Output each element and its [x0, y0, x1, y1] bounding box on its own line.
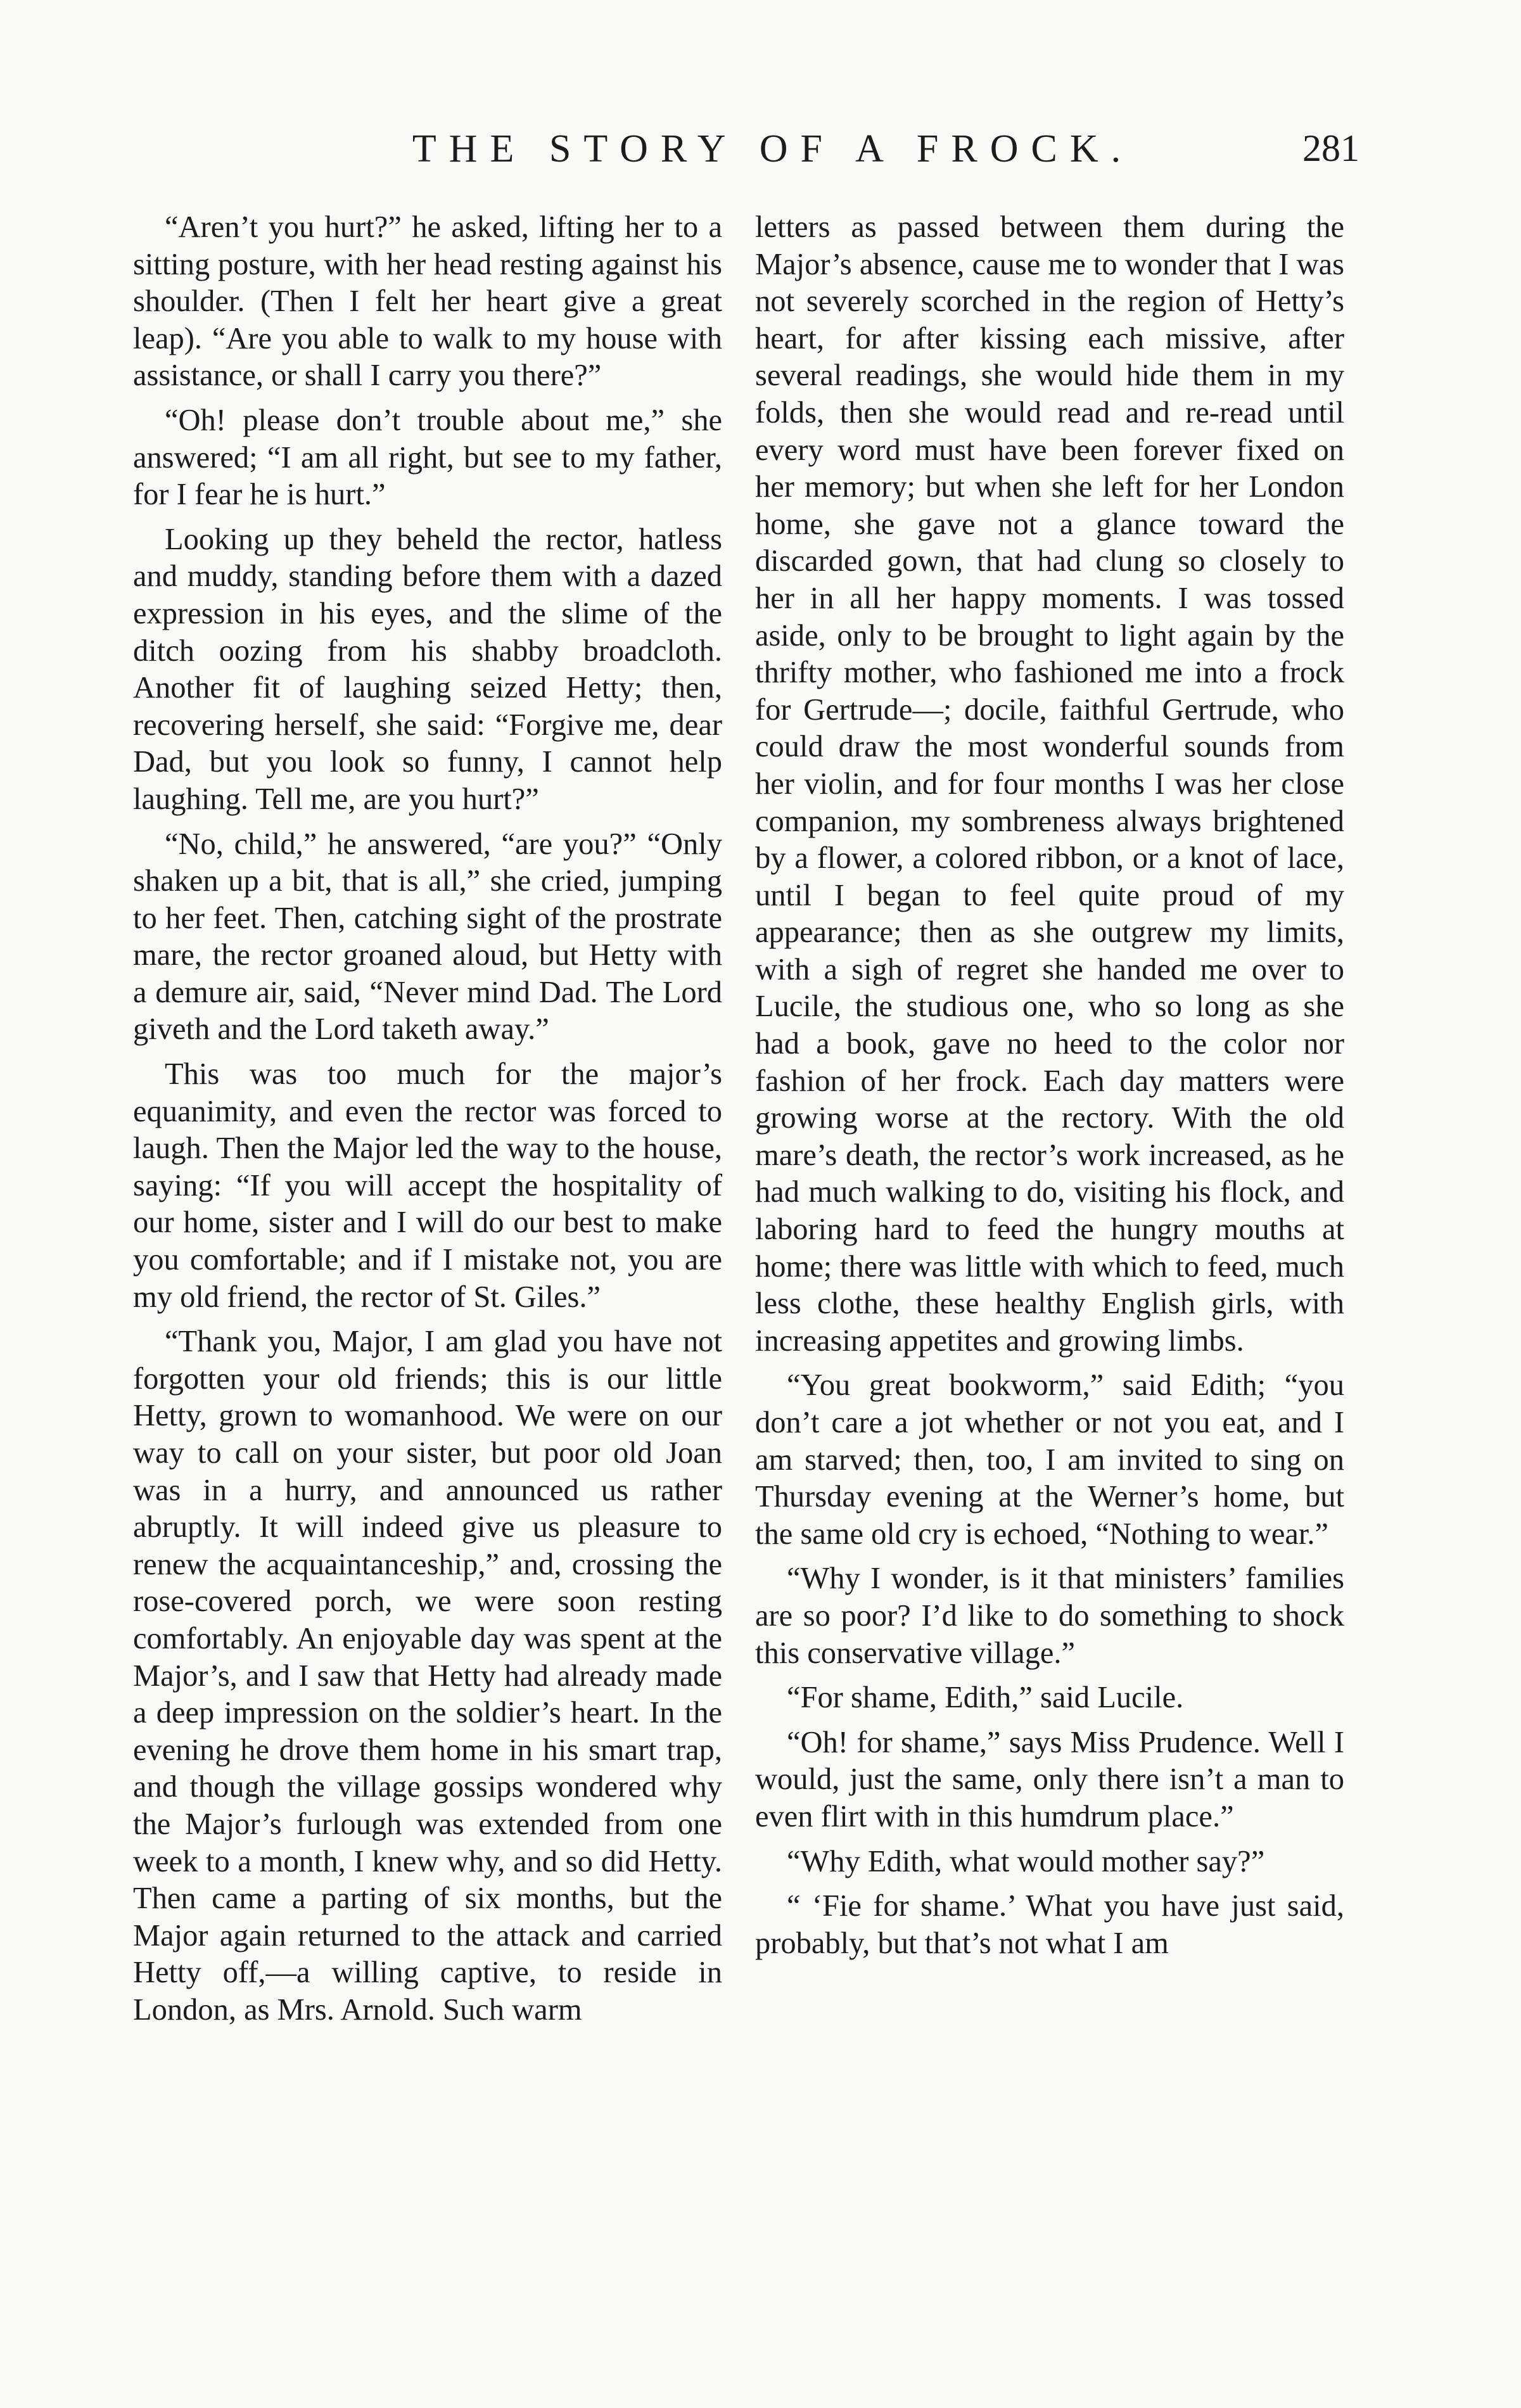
paragraph: “Oh! for shame,” says Miss Prudence. Well I would, just the same, only there isn’t a man to even flirt with in this humdrum place.”	[755, 1725, 1344, 1833]
paragraph: “ ‘Fie for shame.’ What you have just said, probably, but that’s not what I am	[755, 1889, 1344, 1960]
paragraph: “Oh! please don’t trouble about me,” she answered; “I am all right, but see to my father, for I fear he is hurt.”	[133, 403, 722, 512]
paragraph: “Why I wonder, is it that ministers’ families are so poor? I’d like to do something to shock this conservative village.”	[755, 1562, 1344, 1670]
paragraph: “You great bookworm,” said Edith; “you don’t care a jot whether or not you eat, and I am starved; then, too, I am invited to sing on Thursday evening at the Werner’s home, but the same old cry is echoed, “Nothing to wear.”	[755, 1368, 1344, 1551]
paragraph: “Aren’t you hurt?” he asked, lifting her to a sitting posture, with her head resting against his shoulder. (Then I felt her heart give a great leap). “Are you able to walk to my house with assistance, or shall I carry you there?”	[133, 210, 722, 393]
paragraph: This was too much for the major’s equanimity, and even the rector was forced to laugh. Then the Major led the way to the house, saying: “If you will accept the hospitality of our home, sister and I will do our best to make you comfortable; and if I mistake not, you are my old friend, the rector of St. Giles.”	[133, 1057, 722, 1314]
paragraph-continued: letters as passed between them during the Major’s absence, cause me to wonder that I was not severely scorched in the region of Hetty’s heart, for after kissing each missive, after several readings, she would hide them in my folds, then she would read and re-read until every word must have been forever fixed on her memory; but when she left for her London home, she gave not a glance toward the discarded gown, that had clung so closely to her in all her happy moments. I was tossed aside, only to be brought to light again by the thrifty mother, who fashioned me into a frock for Gertrude—; docile, faithful Gertrude, who could draw the most wonderful sounds from her violin, and for four months I was her close companion, my sombreness always brightened by a flower, a colored ribbon, or a knot of lace, until I began to feel quite proud of my appearance; then as she outgrew my limits, with a sigh of regret she handed me over to Lucile, the studious one, who so long as she had a book, gave no heed to the color nor fashion of her frock. Each day matters were growing worse at the rectory. With the old mare’s death, the rector’s work increased, as he had much walking to do, visiting his flock, and laboring hard to feed the hungry mouths at home; there was little with which to feed, much less clothe, these healthy English girls, with increasing appetites and growing limbs.	[755, 210, 1344, 1358]
paragraph: “Thank you, Major, I am glad you have not forgotten your old friends; this is our little Hetty, grown to womanhood. We were on our way to call on your sister, but poor old Joan was in a hurry, and announced us rather abruptly. It will indeed give us pleasure to renew the acquaintanceship,” and, crossing the rose-covered porch, we were soon resting comfortably. An enjoyable day was spent at the Major’s, and I saw that Hetty had already made a deep impression on the soldier’s heart. In the evening he drove them home in his smart trap, and though the village gossips wondered why the Major’s furlough was extended from one week to a month, I knew why, and so did Hetty. Then came a parting of six months, but the Major again returned to the attack and carried Hetty off,—a willing captive, to reside in London, as Mrs. Arnold. Such warm	[133, 1325, 722, 2027]
paragraph: “No, child,” he answered, “are you?” “Only shaken up a bit, that is all,” she cried, jumping to her feet. Then, catching sight of the prostrate mare, the rector groaned aloud, but Hetty with a demure air, said, “Never mind Dad. The Lord giveth and the Lord taketh away.”	[133, 827, 722, 1047]
right-column	[755, 209, 1344, 1970]
paragraph: “For shame, Edith,” said Lucile.	[787, 1681, 1184, 1715]
paragraph: “Why Edith, what would mother say?”	[787, 1844, 1265, 1878]
page-header	[0, 120, 1521, 190]
running-title: THE STORY OF A FROCK.	[412, 127, 1134, 170]
left-column	[133, 209, 722, 2037]
page-number: 281	[1302, 127, 1359, 169]
paragraph: Looking up they beheld the rector, hatless and muddy, standing before them with a dazed expression in his eyes, and the slime of the ditch oozing from his shabby broadcloth. Another fit of laughing seized Hetty; then, recovering herself, she said: “Forgive me, dear Dad, but you look so funny, I cannot help laughing. Tell me, are you hurt?”	[133, 522, 722, 816]
